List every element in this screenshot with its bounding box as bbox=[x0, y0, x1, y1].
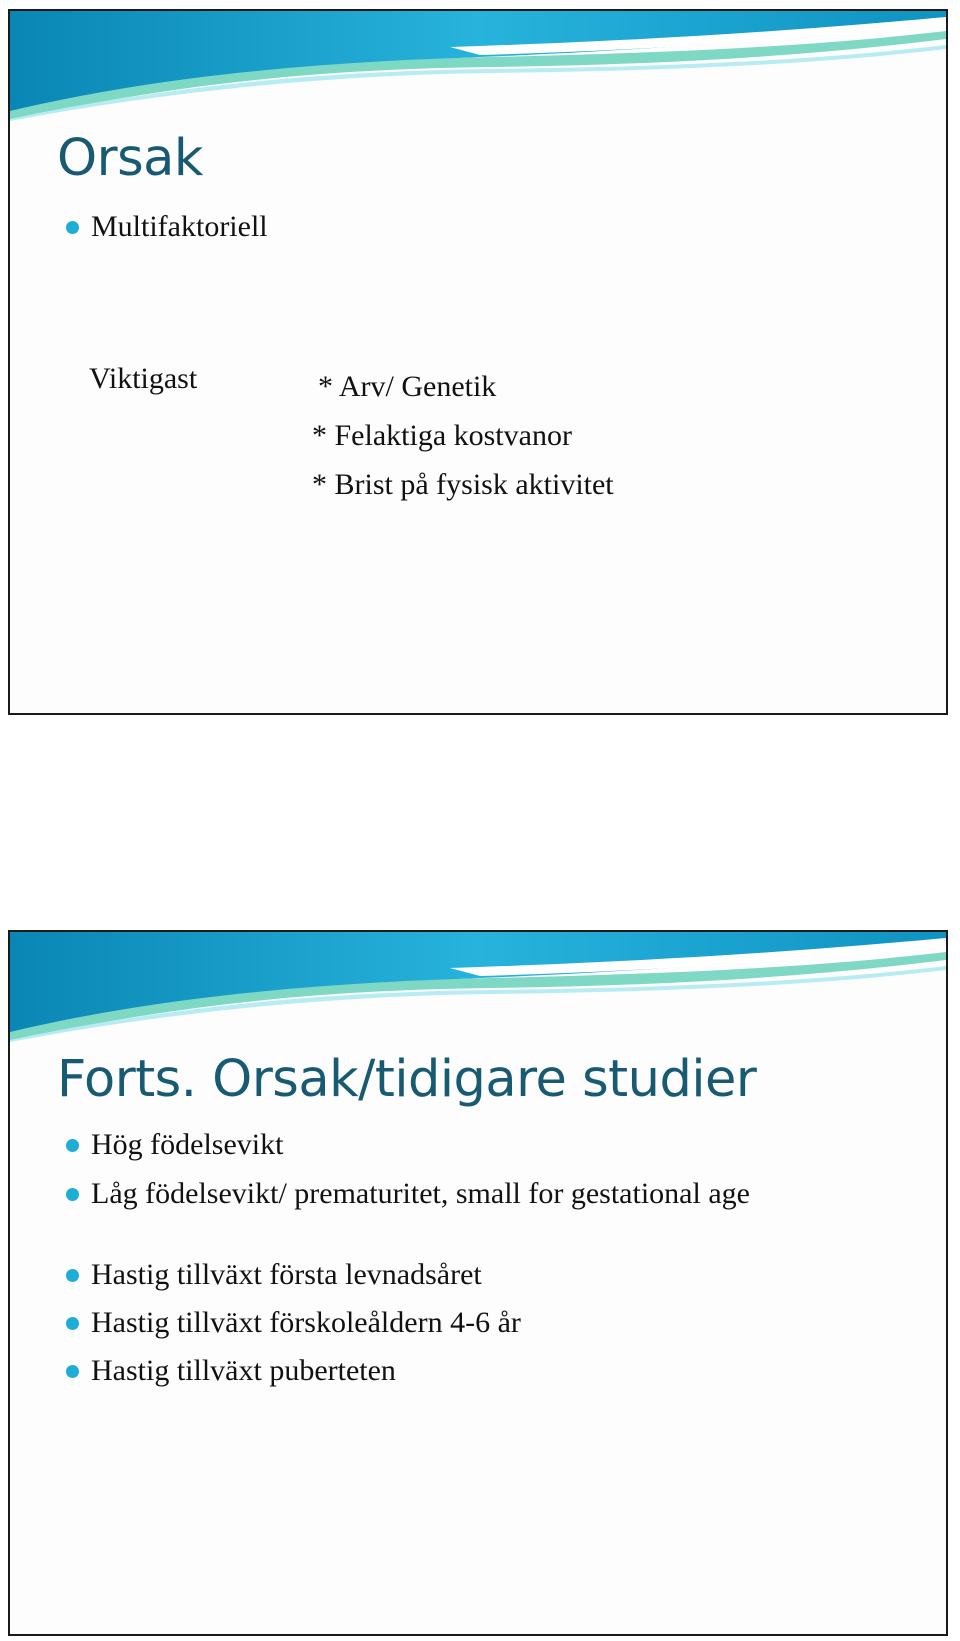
list-item: * Arv/ Genetik bbox=[318, 370, 497, 403]
slide-title: Orsak bbox=[57, 129, 203, 188]
slide-2 bbox=[8, 930, 948, 1636]
bullet-list bbox=[66, 1124, 906, 1391]
list-spacer bbox=[66, 1214, 906, 1254]
list-item: Hastig tillväxt puberteten bbox=[66, 1350, 906, 1391]
list-item: Hastig tillväxt förskoleåldern 4-6 år bbox=[66, 1302, 906, 1343]
list-item: * Brist på fysisk aktivitet bbox=[312, 468, 614, 501]
bullet-list bbox=[66, 206, 906, 247]
list-item: Hög födelsevikt bbox=[66, 1124, 906, 1165]
factors-label: Viktigast bbox=[89, 362, 198, 395]
bullet-dot-icon bbox=[66, 221, 79, 234]
bullet-dot-icon bbox=[66, 1365, 79, 1378]
slide-1 bbox=[8, 9, 948, 715]
list-item: Multifaktoriell bbox=[66, 206, 906, 247]
bullet-dot-icon bbox=[66, 1188, 79, 1201]
slide-header-wave bbox=[10, 11, 946, 121]
list-item: Låg födelsevikt/ prematuritet, small for gestational age bbox=[66, 1173, 906, 1214]
list-item: Hastig tillväxt första levnadsåret bbox=[66, 1254, 906, 1295]
bullet-dot-icon bbox=[66, 1317, 79, 1330]
slide-title: Forts. Orsak/tidigare studier bbox=[57, 1050, 757, 1109]
list-item: * Felaktiga kostvanor bbox=[312, 419, 572, 452]
slide-header-wave bbox=[10, 932, 946, 1042]
bullet-dot-icon bbox=[66, 1269, 79, 1282]
factors-list bbox=[312, 362, 614, 509]
bullet-dot-icon bbox=[66, 1139, 79, 1152]
